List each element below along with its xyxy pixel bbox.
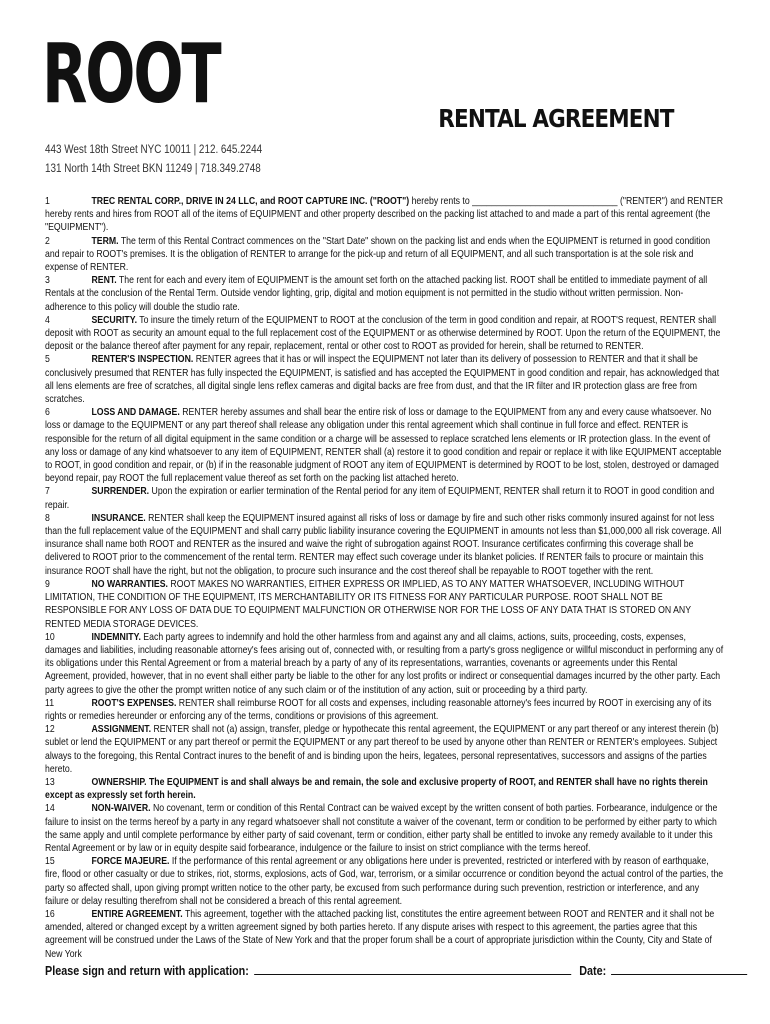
clause-heading: NON-WAIVER. [91, 802, 151, 815]
clause-number: 11 [45, 696, 55, 709]
clause-text: ROOT MAKES NO WARRANTIES, EITHER EXPRESS OR IMPLIED, AS TO ANY MATTER WHATSOEVER, INCLUDING WITHOUT LIMITATION, THE CONDITION OF THE EQUIPMENT, ITS MERCHANTABILITY OR ITS FITNESS FOR ANY PARTICULAR PURPOSE. ROOT SHALL NOT BE RESPONSIBLE FOR ANY LOSS OF DATA DUE TO EQUIPMENT MALFUNCTION OR OTHERWISE NOR FOR THE LOSS OF ANY DATA THAT IS STORED ON ANY RENTED MEDIA STORAGE DEVICES. [45, 577, 691, 630]
clause-1 [45, 195, 724, 235]
clauses-list [45, 195, 724, 961]
clause-text: If the performance of this rental agreement or any obligations here under is prevented, restricted or interfered with by reason of earthquake, fire, flood or other casualty or due to strikes, riot, storms, explosions, acts of God, war, terrorism, or a similar occurrence or condition beyond the actual control of the parties, the party so affected shall, upon giving prompt written notice to the other party, be excused from such performance during such prevention, restriction or interference, and any failure or delay resulting therefrom shall not be considered a breach of this rental agreement. [45, 855, 724, 907]
clause-10 [45, 631, 724, 697]
clause-8 [45, 512, 724, 578]
clause-5 [45, 353, 724, 406]
clause-heading: NO WARRANTIES. [91, 577, 168, 590]
clause-16 [45, 908, 724, 961]
clause-2 [45, 235, 724, 275]
clause-number: 8 [45, 511, 50, 524]
clause-number: 10 [45, 630, 55, 643]
clause-text: The term of this Rental Contract commences on the "Start Date" shown on the packing list and ends when the EQUIPMENT is returned in good condition and repair to ROOT's premises. It is the obligation of RENTER to arrange for the pick-up and return of all EQUIPMENT, and all such transportation is at the sole risk and expense of RENTER. [45, 234, 711, 274]
date-label: Date: [579, 963, 607, 978]
clause-12 [45, 723, 724, 776]
clause-text: hereby rents to ______________________________ ("RENTER") and RENTER hereby rents and hires from ROOT all of the items of EQUIPMENT and other property described on the packing list attached to and made a part of this rental agreement (the "EQUIPMENT"). [45, 195, 723, 234]
clause-heading: FORCE MAJEURE. [91, 855, 170, 868]
clause-heading: LOSS AND DAMAGE. [91, 406, 180, 419]
signature-line [45, 962, 724, 978]
clause-6 [45, 406, 724, 485]
address-line-1: 443 West 18th Street NYC 10011 | 212. 645.2244 [45, 144, 263, 156]
clause-number: 1 [45, 195, 50, 207]
clause-heading: OWNERSHIP. The EQUIPMENT is and shall always be and remain, the sole and exclusive property of ROOT, and RENTER shall have no rights therein except as expressly set forth herein. [45, 775, 708, 802]
clause-11 [45, 697, 724, 723]
clause-number: 7 [45, 485, 50, 498]
clause-heading: RENT. [91, 274, 117, 287]
clause-7 [45, 485, 724, 511]
clause-9 [45, 578, 724, 631]
clause-text: This agreement, together with the attached packing list, constitutes the entire agreement between ROOT and RENTER and it shall not be amended, altered or changed except by a written agreement signed by both parties hereto. If any dispute arises with respect to this agreement, the parties agree that this agreement will be construed under the Laws of the State of New York and that the proper forum shall be a court of appropriate jurisdiction within the County, City and State of New York [45, 907, 715, 960]
sign-label: Please sign and return with application: [45, 963, 249, 978]
clause-heading: INSURANCE. [91, 511, 146, 524]
root-logo: ROOT [42, 27, 220, 122]
clause-15 [45, 855, 724, 908]
clause-heading: SECURITY. [91, 313, 138, 326]
clause-heading: RENTER'S INSPECTION. [91, 353, 194, 366]
signature-field[interactable] [254, 962, 571, 975]
clause-number: 13 [45, 775, 55, 788]
clause-heading: ASSIGNMENT. [91, 723, 152, 736]
clause-text: RENTER agrees that it has or will inspect the EQUIPMENT not later than its delivery of possession to RENTER and that it shall be conclusively presumed that RENTER has fully inspected the EQUIPMENT, is satisfied and has accepted the EQUIPMENT in good condition and repair, has acknowledged that all lens elements are free of scratches, all digital single lens reflex cameras and digital backs are free from dust, and that the IR filter and IR protection glass are free from scratches. [45, 353, 720, 406]
clause-text: Upon the expiration or earlier termination of the Rental period for any item of EQUIPMENT, RENTER shall return it to ROOT in good condition and repair. [45, 485, 715, 511]
clause-text: RENTER shall not (a) assign, transfer, pledge or hypothecate this rental agreement, the EQUIPMENT or any part thereof or any interest therein (b) sublet or lend the EQUIPMENT or any part thereof or permit the EQUIPMENT or any part thereof to be used by anyone other than RENTER or RENTER's employees. Subject always to the foregoing, this Rental Contract inures to the benefit of and is binding upon the heirs, legatees, personal representatives, successors and assigns of the parties hereto. [45, 723, 719, 775]
clause-number: 12 [45, 723, 55, 736]
clause-heading: SURRENDER. [91, 485, 150, 498]
clause-number: 6 [45, 406, 50, 419]
clause-heading: TERM. [91, 234, 119, 247]
clause-text: To insure the timely return of the EQUIPMENT to ROOT at the conclusion of the term in good condition and repair, at ROOT'S request, RENTER shall deposit with ROOT as security an amount equal to the full replacement cost of the EQUIPMENT or as otherwise determined by ROOT. Upon the return of the EQUIPMENT, the deposit or the balance thereof after payment for any repair, replacement, rental or other cost to ROOT as provided for herein, shall be returned to RENTER. [45, 313, 721, 353]
clause-3 [45, 274, 724, 314]
clause-13 [45, 776, 724, 802]
clause-number: 2 [45, 234, 50, 247]
clause-text: No covenant, term or condition of this Rental Contract can be waived except by the written consent of both parties. Forbearance, indulgence or the failure to insist on the terms hereof by a party in any regard whatsoever shall not constitute a waiver of the covenant, term or condition to be performed by either party to which the same apply and until complete performance by either party of said covenant, term or condition, either party shall be entitled to invoke any remedy available to it under this Rental Agreement or by law or in equity despite said forbearance, indulgence or the failure to insist on strict compliance with the terms hereof. [45, 802, 718, 854]
clause-14 [45, 802, 724, 855]
clause-text: RENTER hereby assumes and shall bear the entire risk of loss or damage to the EQUIPMENT from any and every cause whatsoever. No loss or damage to the EQUIPMENT or any part thereof shall release any obligation under this rental agreement which shall continue in full force and effect. RENTER is responsible for the return of all digital equipment in the same condition or a charge will be assessed to replace scratched lens elements or IR protection glass. In the event of any loss or damage of any kind whatsoever to any item of EQUIPMENT, RENTER shall (a) restore it to good condition and repair or replace it with like EQUIPMENT acceptable to ROOT, in good condition and repair, or (b) if in the reasonable judgment of ROOT any item of EQUIPMENT is determined by ROOT to be lost, stolen, destroyed or damaged beyond repair, pay ROOT the full replacement value thereof as set forth on the packing list attached hereto. [45, 406, 722, 485]
clause-number: 16 [45, 907, 55, 920]
clause-number: 5 [45, 353, 50, 366]
date-field[interactable] [611, 962, 747, 975]
clause-text: RENTER shall reimburse ROOT for all costs and expenses, including reasonable attorney's fees incurred by ROOT in exercising any of its rights or remedies hereunder or enforcing any of the terms, conditions or provisions of this agreement. [45, 696, 712, 722]
clause-number: 3 [45, 274, 50, 287]
clause-text: The rent for each and every item of EQUIPMENT is the amount set forth on the attached packing list. ROOT shall be entitled to immediate payment of all Rentals at the conclusion of the Rental Term. Outside vendor lighting, grip, digital and motion equipment is not permitted in the studio without written permission. Non-adherence to this policy will double the studio rate. [45, 274, 708, 313]
clause-heading: ROOT'S EXPENSES. [91, 696, 177, 709]
address-line-2: 131 North 14th Street BKN 11249 | 718.349.2748 [45, 163, 261, 175]
clause-heading: INDEMNITY. [91, 630, 141, 643]
clause-number: 9 [45, 577, 50, 590]
clause-text: RENTER shall keep the EQUIPMENT insured against all risks of loss or damage by fire and such other risks commonly insured against for not less than the full replacement value of the EQUIPMENT and shall carry public liability insurance covering the EQUIPMENT in amounts not less than $1,000,000 all risk coverage. All insurance shall name both ROOT and RENTER as the insured and waive the right of subrogation against ROOT. Insurance certificates confirming this coverage shall be delivered to ROOT prior to the commencement of the rental term. RENTER may effect such coverage under its blanket policies. If RENTER fails to procure or maintain this insurance ROOT shall have the right, but not the obligation, to procure such insurance and the cost thereof shall be repayable to ROOT together with the rent. [45, 511, 722, 577]
clause-text: Each party agrees to indemnify and hold the other harmless from and against any and all claims, actions, suits, proceeding, costs, expenses, damages and liabilities, including reasonable attorney's fees arising out of, connected with, or resulting from a party's gross negligence or willful misconduct in performing any of its obligations under this Rental Agreement or from a material breach by a party of any of its representations, warranties, covenants or agreements under this Rental Agreement, provided, however, that in no event shall either party be liable to the other for any lost profits or indirect or consequential damages incurred by the other party. Each party agrees to give the other the prompt written notice of any such claim or of the institution of any action, suit or proceeding by a third party. [45, 630, 724, 696]
clause-number: 4 [45, 313, 50, 326]
clause-heading: ENTIRE AGREEMENT. [91, 907, 183, 920]
clause-4 [45, 314, 724, 354]
clause-number: 15 [45, 855, 55, 868]
clause-number: 14 [45, 802, 55, 815]
document-title: RENTAL AGREEMENT [438, 104, 674, 133]
clause-heading: TREC RENTAL CORP., DRIVE IN 24 LLC, and ROOT CAPTURE INC. ("ROOT") [91, 195, 410, 207]
